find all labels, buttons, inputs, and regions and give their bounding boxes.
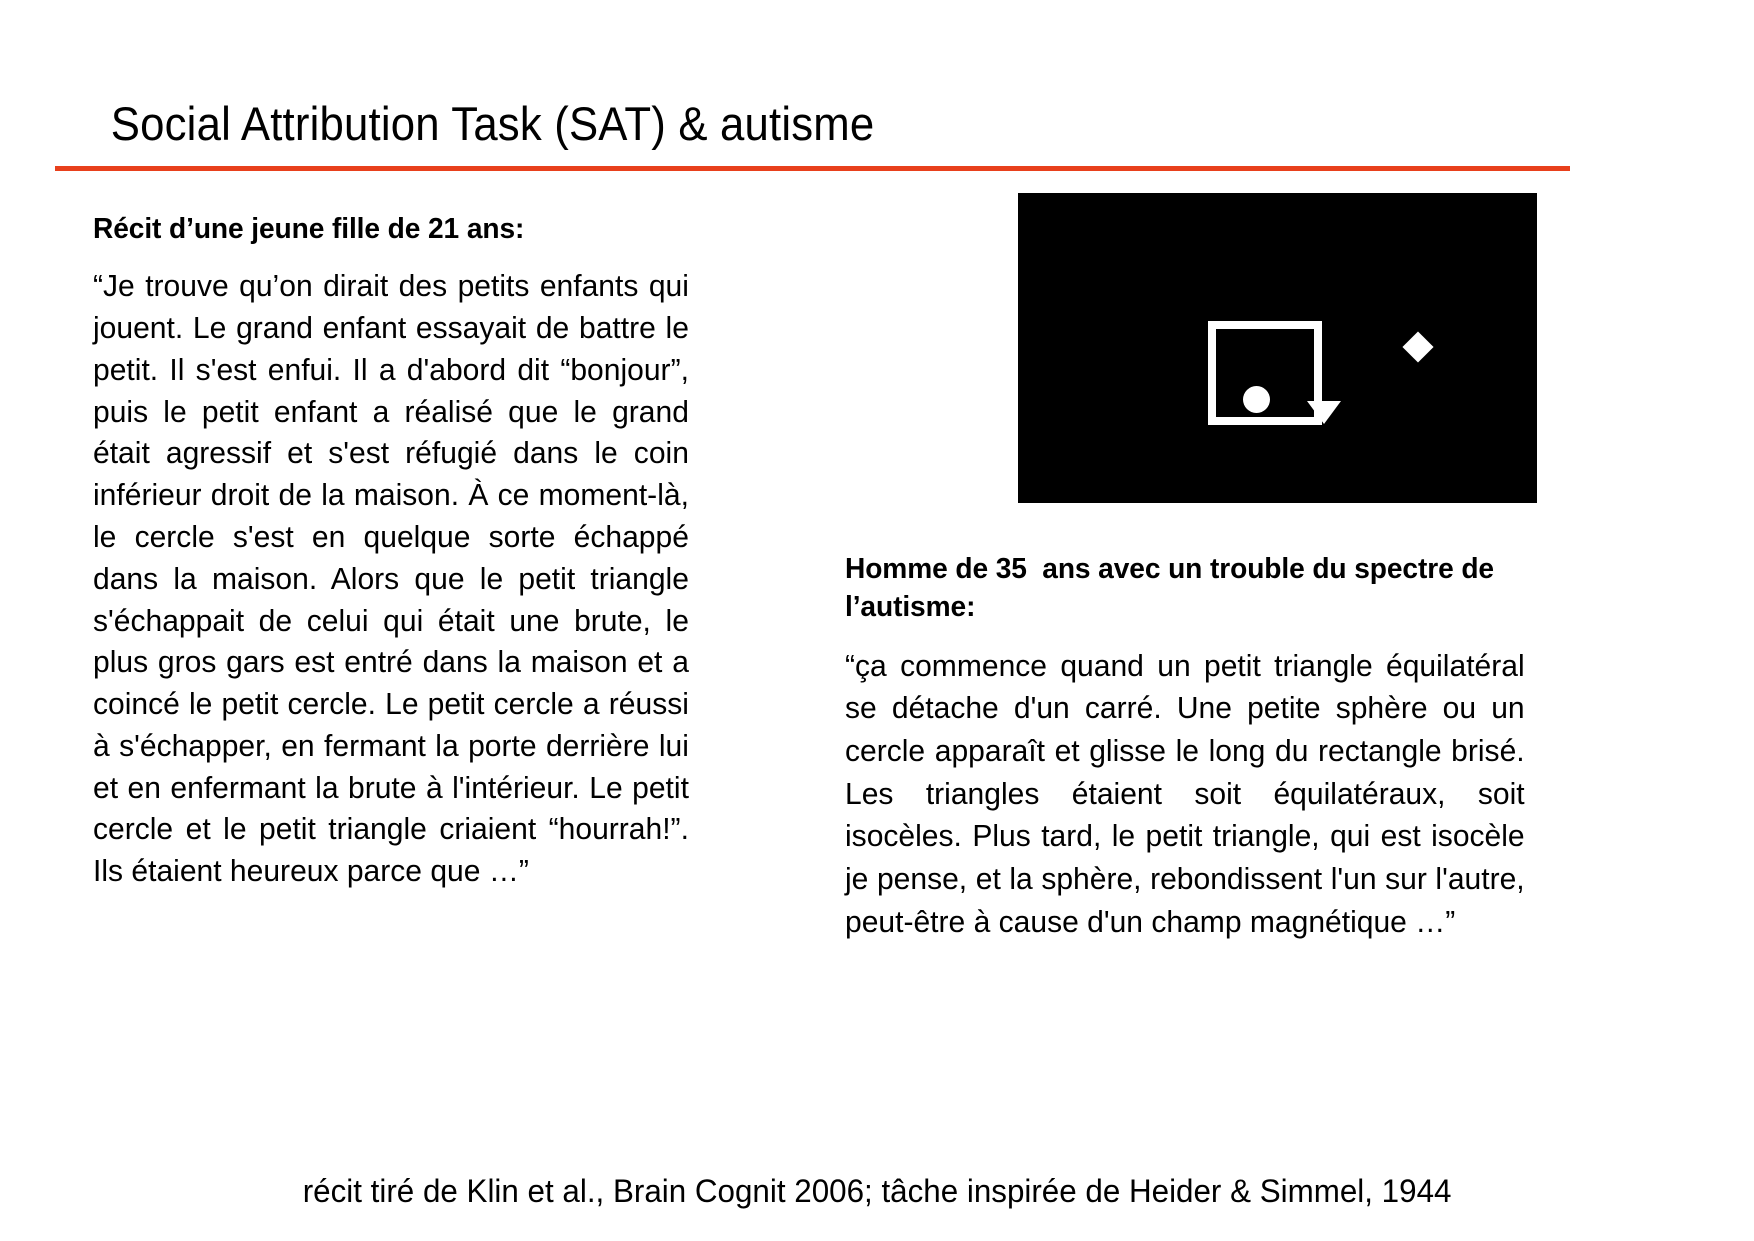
- title-underline-rule: [55, 166, 1570, 171]
- right-column-narrative: “ça commence quand un petit triangle équilatéral se détache d'un carré. Une petite sphère ou un cercle apparaît et glisse le long du rectangle brisé. Les triangles étaient soit équilatéraux, soit isocèles. Plus tard, le petit triangle, qui est isocèle je pense, et la sphère, rebondissent l'un sur l'autre, peut-être à cause d'un champ magnétique …”: [845, 648, 1525, 939]
- left-column-narrative: “Je trouve qu’on dirait des petits enfants qui jouent. Le grand enfant essayait de battre le petit. Il s'est enfui. Il a d'abord dit “bonjour”, puis le petit enfant a réalisé que le grand était agressif et s'est réfugié dans le coin inférieur droit de la maison. À ce moment-là, le cercle s'est en quelque sorte échappé dans la maison. Alors que le petit triangle s'échappait de celui qui était une brute, le plus gros gars est entré dans la maison et a coincé le petit cercle. Le petit cercle a réussi à s'échapper, en fermant la porte derrière lui et en enfermant la brute à l'intérieur. Le petit cercle et le petit triangle criaient “hourrah!”. Ils étaient heureux parce que …”: [93, 269, 689, 889]
- right-column-heading: Homme de 35 ans avec un trouble du spectre de l’autisme:: [845, 553, 1502, 624]
- title-block: [55, 98, 1575, 150]
- sat-stimulus-image: [1018, 193, 1537, 503]
- triangle-shape-icon: [1307, 401, 1341, 424]
- left-column-heading: Récit d’une jeune fille de 21 ans:: [93, 213, 525, 245]
- circle-shape-icon: [1243, 386, 1270, 413]
- footer-citation-text: récit tiré de Klin et al., Brain Cognit 2006; tâche inspirée de Heider & Simmel, 1944: [302, 1173, 1452, 1209]
- footer-citation: [0, 1172, 1754, 1210]
- right-narrative-column: [845, 550, 1535, 943]
- diamond-shape-icon: [1402, 331, 1433, 362]
- left-narrative-column: [93, 210, 698, 893]
- page-title: Social Attribution Task (SAT) & autisme: [110, 97, 875, 150]
